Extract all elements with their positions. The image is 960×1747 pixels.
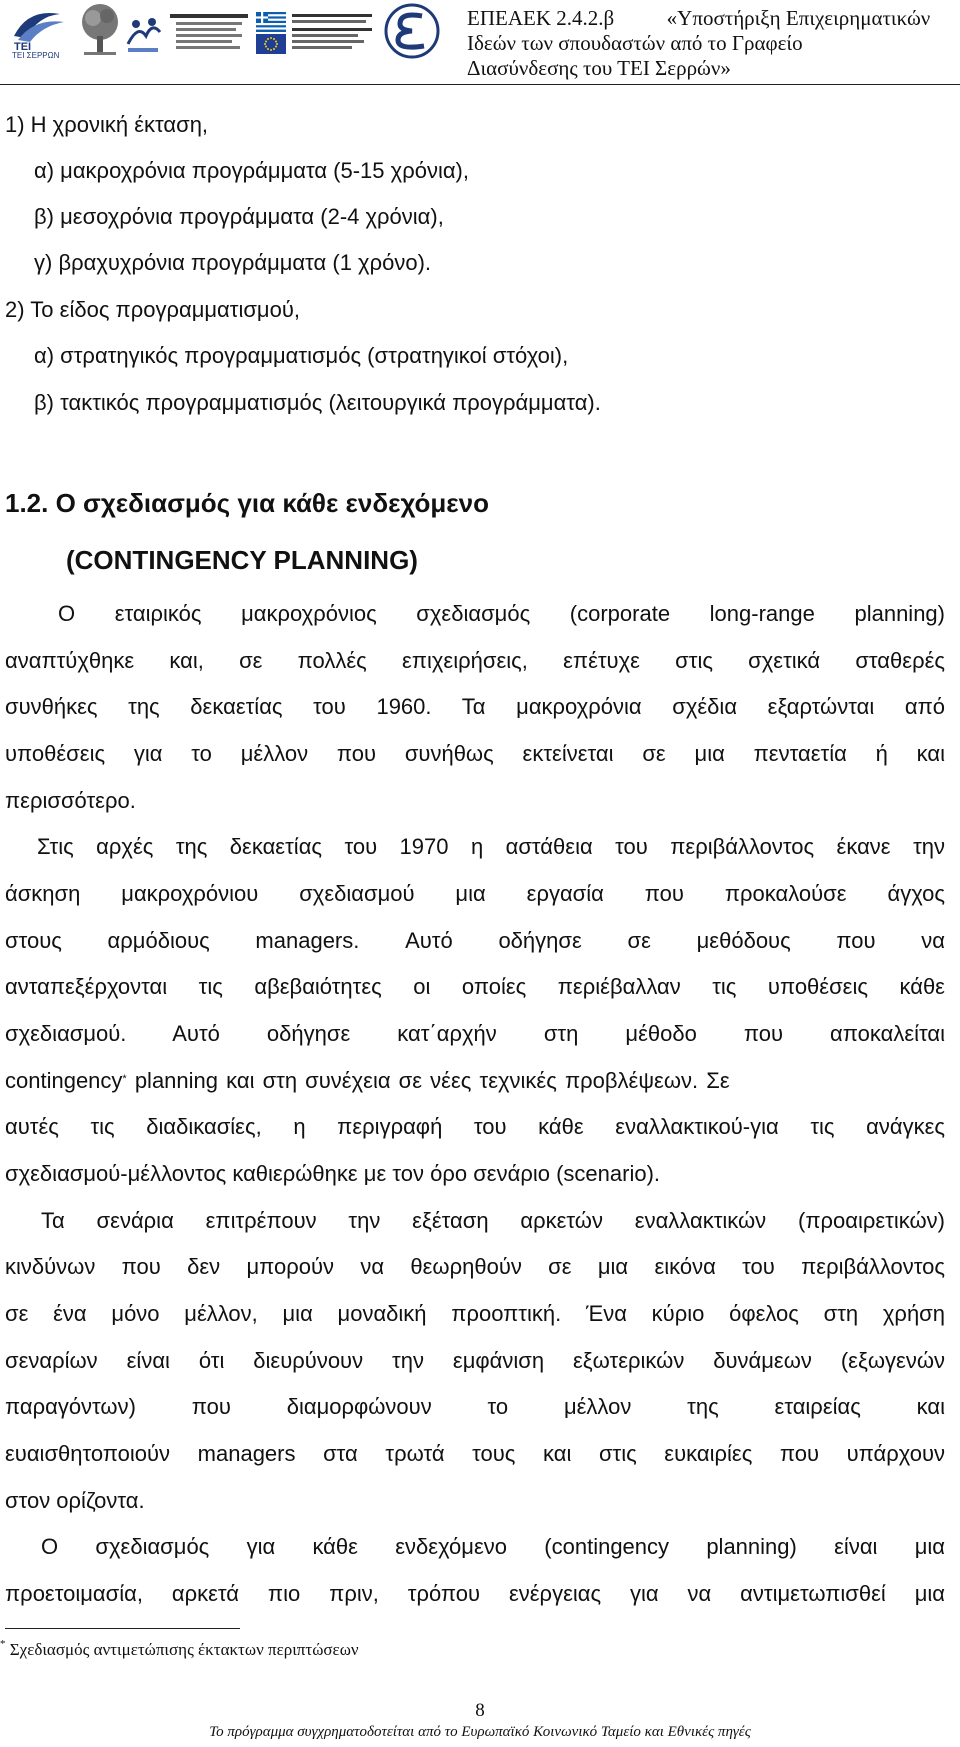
list-item: α) στρατηγικός προγραμματισμός (στρατηγικοί στόχοι),: [34, 343, 569, 368]
page-number: 8: [475, 1700, 485, 1721]
paragraph-line: σχεδιασμού. Αυτό οδήγησε κατ΄αρχήν στη μέθοδο που αποκαλείται: [5, 1021, 945, 1046]
section-subheading: (CONTINGENCY PLANNING): [66, 545, 418, 575]
tei-serron-logo: [8, 6, 68, 58]
greek-flag-icon: [256, 12, 286, 32]
list-item: β) μεσοχρόνια προγράμματα (2-4 χρόνια),: [34, 204, 444, 229]
svg-text:ΤΕΙ: ΤΕΙ: [14, 41, 32, 53]
program-code: ΕΠΕΑΕΚ 2.4.2.β: [467, 6, 615, 30]
people-logo: [124, 14, 162, 54]
epeaek-banner-logo: [170, 10, 248, 56]
paragraph-line: Τα σενάρια επιτρέπουν την εξέταση αρκετών εναλλακτικών (προαιρετικών): [41, 1208, 945, 1233]
eu-flag-icon: [256, 34, 286, 54]
paragraph-line: παραγόντων) που διαμορφώνουν το μέλλον της εταιρείας και: [5, 1394, 945, 1419]
list-item: γ) βραχυχρόνια προγράμματα (1 χρόνο).: [34, 250, 432, 275]
term-contingency: contingency: [5, 1068, 123, 1093]
paragraph-line: άσκηση μακροχρόνιου σχεδιασμού μια εργασία που προκαλούσε άγχος: [5, 881, 945, 906]
footnote: [0, 1640, 359, 1660]
list-item: 2) Το είδος προγραμματισμού,: [5, 297, 300, 322]
paragraph-line: προετοιμασία, αρκετά πιο πριν, τρόπου ενέργειας για να αντιμετωπισθεί μια: [5, 1581, 945, 1606]
footnote-text: Σχεδιασμός αντιμετώπισης έκτακτων περιπτώσεων: [5, 1640, 359, 1659]
program-title-line-2: Ιδεών των σπουδαστών από το Γραφείο: [467, 31, 803, 55]
paragraph-line: στους αρμόδιους managers. Αυτό οδήγησε σε μεθόδους που να: [5, 928, 945, 953]
paragraph-line: Ο εταιρικός μακροχρόνιος σχεδιασμός (corporate long-range planning): [58, 601, 945, 626]
svg-text:ΤΕΙ ΣΕΡΡΩΝ: ΤΕΙ ΣΕΡΡΩΝ: [12, 51, 60, 58]
paragraph-line-rest: planning και στη συνέχεια σε νέες τεχνικές προβλέψεων. Σε: [126, 1068, 730, 1093]
ministry-text-logo: [292, 10, 374, 56]
section-heading: 1.2. Ο σχεδιασμός για κάθε ενδεχόμενο: [5, 488, 489, 518]
footnote-divider: [5, 1628, 240, 1629]
paragraph-line: περισσότερο.: [5, 788, 136, 813]
footnote-marker: *: [122, 1073, 127, 1085]
paragraph-line: σχεδιασμού-μέλλοντος καθιερώθηκε με τον όρο σενάριο (scenario).: [5, 1161, 661, 1186]
header-divider: [0, 84, 960, 85]
paragraph-line: συνθήκες της δεκαετίας του 1960. Τα μακροχρόνια σχέδια εξαρτώνται από: [5, 694, 945, 719]
paragraph-line: Στις αρχές της δεκαετίας του 1970 η αστάθεια του περιβάλλοντος έκανε την: [37, 834, 945, 859]
tree-logo: [78, 2, 122, 58]
paragraph-line: σε ένα μόνο μέλλον, μια μοναδική προοπτική. Ένα κύριο όφελος στη χρήση: [5, 1301, 945, 1326]
paragraph-line: αυτές τις διαδικασίες, η περιγραφή του κάθε εναλλακτικού-για τις ανάγκες: [5, 1114, 945, 1139]
paragraph-line: κινδύνων που δεν μπορούν να θεωρηθούν σε μια εικόνα του περιβάλλοντος: [5, 1254, 945, 1279]
paragraph-line: στον ορίζοντα.: [5, 1488, 145, 1513]
paragraph-line: υποθέσεις για το μέλλον που συνήθως εκτείνεται σε μια πενταετία ή και: [5, 741, 945, 766]
e-emblem-logo: [382, 2, 442, 60]
paragraph-line: Ο σχεδιασμός για κάθε ενδεχόμενο (contingency planning) είναι μια: [41, 1534, 945, 1559]
paragraph-line: ανταπεξέρχονται τις αβεβαιότητες οι οποίες περιέβαλλαν τις υποθέσεις κάθε: [5, 974, 945, 999]
paragraph-line: σεναρίων είναι ότι διευρύνουν την εμφάνιση εξωτερικών δυνάμεων (εξωγενών: [5, 1348, 945, 1373]
program-title-line-3: Διασύνδεσης του ΤΕΙ Σερρών»: [467, 56, 731, 80]
page-header: [0, 0, 960, 86]
list-item: β) τακτικός προγραμματισμός (λειτουργικά προγράμματα).: [34, 390, 601, 415]
footnote-marker: *: [0, 1638, 6, 1650]
list-item: α) μακροχρόνια προγράμματα (5-15 χρόνια),: [34, 158, 469, 183]
page-footer: Το πρόγραμμα συγχρηματοδοτείται από το Ευρωπαϊκό Κοινωνικό Ταμείο και Εθνικές πηγές: [209, 1724, 751, 1740]
paragraph-line-with-footnote: [5, 1068, 945, 1094]
paragraph-line: αναπτύχθηκε και, σε πολλές επιχειρήσεις, επέτυχε στις σχετικά σταθερές: [5, 648, 945, 673]
paragraph-line: ευαισθητοποιούν managers στα τρωτά τους και στις ευκαιρίες που υπάρχουν: [5, 1441, 945, 1466]
header-program-text: [467, 6, 953, 81]
list-item: 1) Η χρονική έκταση,: [5, 112, 209, 137]
program-title-line-1: «Υποστήριξη Επιχειρηματικών: [666, 6, 931, 30]
